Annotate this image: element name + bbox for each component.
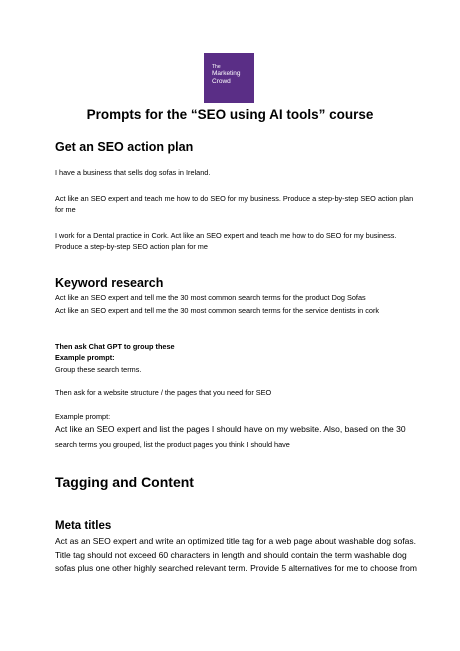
paragraph: Act as an SEO expert and write an optimized title tag for a web page about washable dog sofas. Title tag should not exceed 60 characters in length and should contain the term washable dog sofas plus one other highly searched relevant term. Provide 5 alternatives for me to choose from	[55, 536, 417, 573]
section-heading-keyword-research: Keyword research	[55, 276, 164, 290]
section-heading-action-plan: Get an SEO action plan	[55, 140, 194, 154]
paragraph: search terms you grouped, list the product pages you think I should have	[55, 440, 290, 449]
paragraph: I have a business that sells dog sofas in Ireland.	[55, 168, 211, 177]
paragraph: Act like an SEO expert and tell me the 30 most common search terms for the product Dog Sofas	[55, 293, 366, 302]
page-title: Prompts for the “SEO using AI tools” course	[86, 107, 374, 122]
marketing-crowd-logo	[204, 53, 254, 103]
paragraph: Then ask for a website structure / the pages that you need for SEO	[55, 388, 272, 397]
logo-line: The	[212, 64, 221, 70]
logo-line: Crowd	[212, 77, 231, 85]
paragraph: I work for a Dental practice in Cork. Act like an SEO expert and teach me how to do SEO for my business. Produce a step-by-step SEO action plan for me	[55, 231, 397, 251]
paragraph: Act like an SEO expert and list the pages I should have on my website. Also, based on the 30	[55, 424, 406, 434]
bold-note: Then ask Chat GPT to group these	[55, 342, 175, 351]
bold-note: Example prompt:	[55, 353, 115, 362]
paragraph: Act like an SEO expert and teach me how to do SEO for my business. Produce a step-by-step SEO action plan for me	[55, 194, 414, 214]
paragraph: Act like an SEO expert and tell me the 30 most common search terms for the service dentists in cork	[55, 306, 380, 315]
paragraph: Group these search terms.	[55, 365, 142, 374]
logo-line: Marketing	[212, 70, 241, 77]
section-heading-tagging: Tagging and Content	[55, 474, 194, 490]
paragraph: Example prompt:	[55, 412, 111, 421]
section-heading-meta-titles: Meta titles	[55, 520, 112, 532]
